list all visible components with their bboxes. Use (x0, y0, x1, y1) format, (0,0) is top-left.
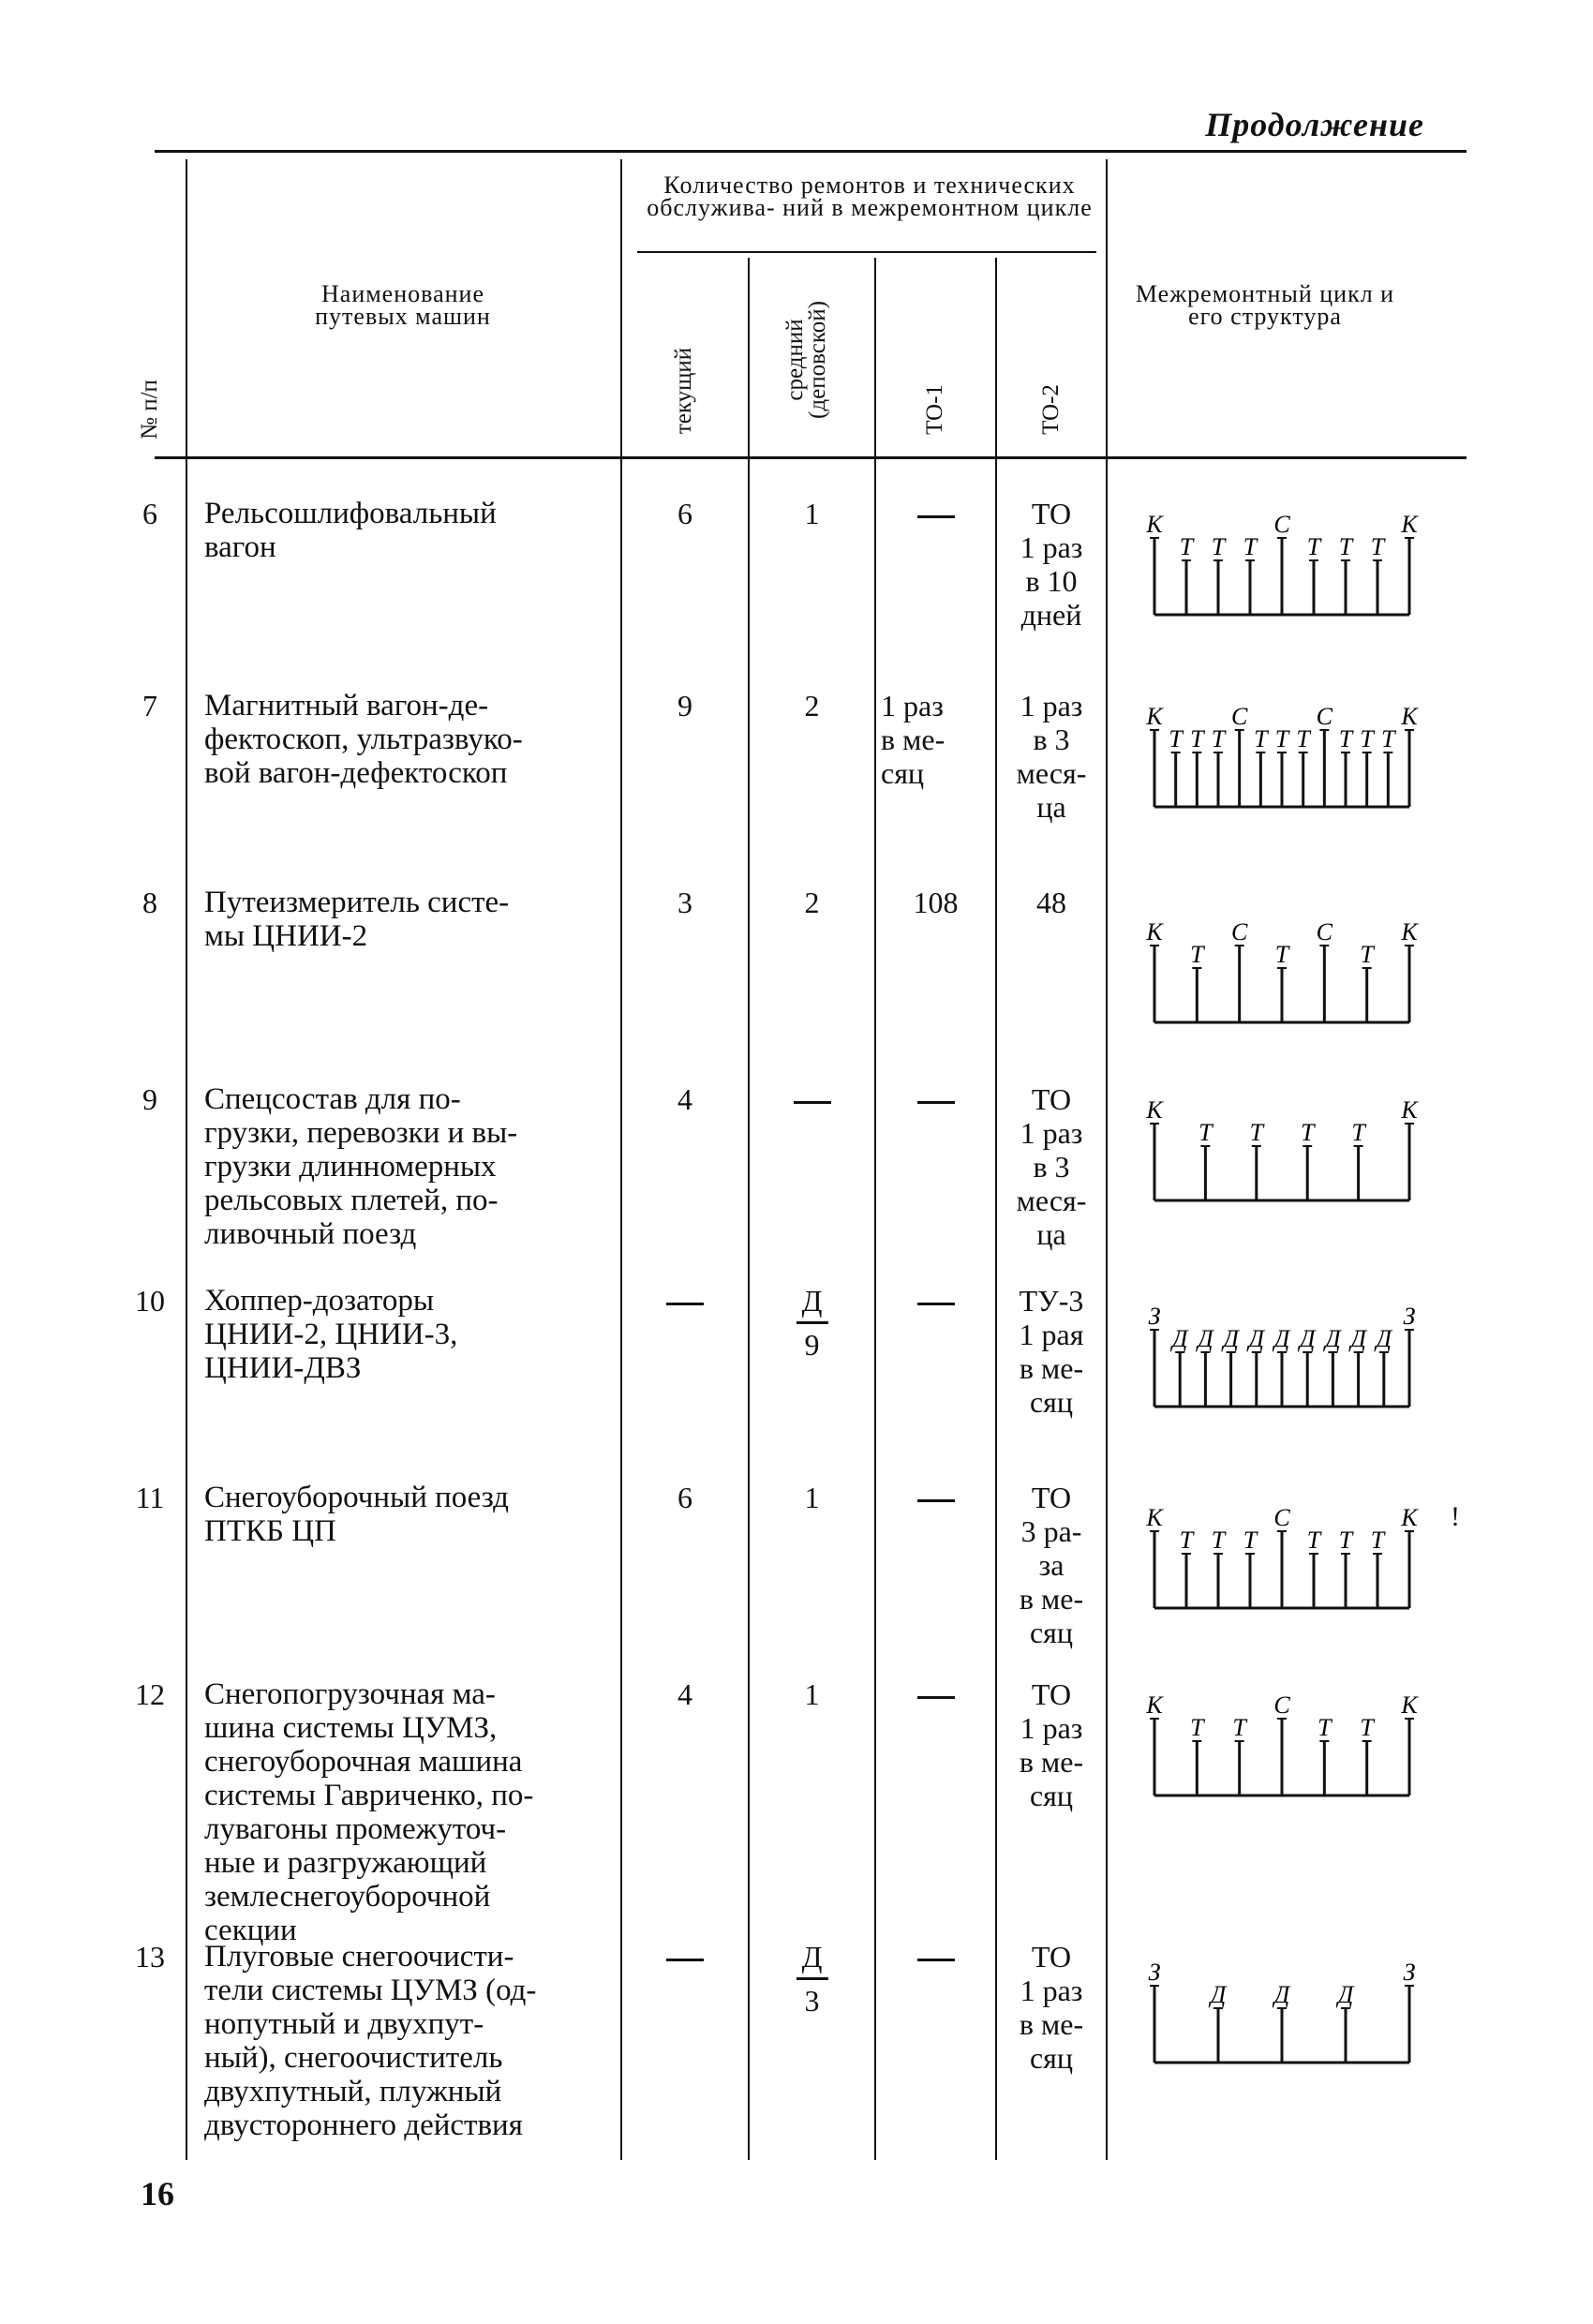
to2-line: 1 рая (1019, 1318, 1084, 1351)
to2-line: ТУ-3 (1019, 1284, 1084, 1318)
to1-count (876, 1940, 995, 1974)
machine-name-line: ПТКБ ЦП (204, 1514, 336, 1548)
to2-line: ТО (1031, 1082, 1072, 1116)
to2-line: ТО (1031, 497, 1072, 530)
cycle-label: С (1230, 918, 1248, 946)
cycle-label: Т (1211, 725, 1226, 752)
machine-name-line: Снегопогрузочная ма- (204, 1677, 496, 1711)
page-number: 16 (141, 2175, 174, 2212)
header-to1: ТО-1 (922, 384, 947, 435)
cycle-label: К (1401, 1504, 1418, 1531)
to2-line: ца (1036, 1217, 1066, 1251)
cycle-label: Т (1243, 1527, 1258, 1554)
cycle-label: Т (1274, 941, 1289, 968)
to2-line: за (1038, 1548, 1064, 1582)
cycle-label: З (1148, 1303, 1161, 1330)
cycle-label: Т (1190, 1714, 1204, 1741)
fraction-numerator: Д (801, 1284, 823, 1318)
cycle-label: Т (1370, 1527, 1385, 1554)
header-no: № п/п (137, 380, 162, 439)
cycle-label: С (1316, 703, 1333, 730)
to2-line: сяц (1029, 2041, 1074, 2075)
to2-line: ТО (1031, 1940, 1072, 1974)
dash-mark (917, 515, 955, 518)
cycle-label: Т (1318, 1714, 1332, 1741)
machine-name-line: Спецсостав для по- (204, 1082, 461, 1116)
to1-count (876, 1284, 995, 1318)
row-number: 8 (142, 886, 157, 919)
to2-count (997, 1677, 1106, 1812)
middle-repairs (750, 1940, 874, 2018)
cycle-label: С (1316, 918, 1333, 946)
header-to2: ТО-2 (1038, 384, 1064, 435)
dash-mark (917, 1101, 955, 1104)
to2-line: 1 раз (1020, 1974, 1083, 2007)
machine-name-line: мы ЦНИИ-2 (204, 919, 368, 953)
machine-name-line: снегоуборочная машина (204, 1745, 523, 1779)
to2-count (997, 1481, 1106, 1649)
to2-count (997, 1082, 1106, 1251)
fraction-denominator: 9 (804, 1328, 820, 1362)
cycle-diagram (1141, 1092, 1451, 1214)
fraction-bar (796, 1321, 828, 1324)
to1-count (881, 689, 1000, 790)
middle-repairs-fraction (796, 1940, 828, 2018)
cycle-label: Д (1337, 1981, 1354, 2008)
cycle-label: К (1146, 703, 1163, 730)
cycle-label: Т (1360, 941, 1374, 968)
machine-name (204, 1940, 607, 2142)
cycle-label: К (1401, 703, 1418, 730)
machine-name (204, 1284, 607, 1385)
machine-name-line: Плуговые снегоочисти- (204, 1940, 514, 1974)
cycle-label: Т (1338, 1527, 1353, 1554)
to2-line: в ме- (1019, 1351, 1084, 1385)
continuation-label: Продолжение (1205, 106, 1424, 143)
to2-line: 1 раз (1020, 689, 1083, 723)
cycle-label: Т (1179, 533, 1194, 560)
to2-line: ца (1036, 790, 1066, 824)
to2-line: сяц (1029, 1616, 1074, 1649)
cycle-diagram (1141, 1954, 1451, 2076)
cycle-label: К (1146, 1096, 1163, 1124)
machine-name-line: шина системы ЦУМЗ, (204, 1711, 498, 1745)
fraction-denominator: 3 (804, 1984, 820, 2018)
row-number: 12 (135, 1677, 165, 1711)
cycle-label: Т (1211, 1527, 1226, 1554)
middle-repairs (750, 1284, 874, 1362)
to2-line: меся- (1016, 756, 1087, 790)
margin-mark: ! (1451, 1501, 1460, 1532)
to2-line: в 10 (1025, 564, 1078, 598)
cycle-label: З (1403, 1959, 1416, 1986)
cycle-label: Т (1249, 1119, 1264, 1146)
to2-line: сяц (1029, 1385, 1074, 1419)
cycle-label: Д (1273, 1981, 1290, 2008)
machine-name-line: двустороннего действия (204, 2108, 523, 2142)
to2-line: 3 ра- (1020, 1514, 1082, 1548)
cycle-label: Д (1325, 1325, 1341, 1352)
cycle-label: Т (1338, 533, 1353, 560)
machine-name (204, 689, 607, 790)
cycle-label: С (1273, 511, 1290, 538)
current-repairs: 6 (677, 497, 692, 530)
cycle-label: З (1148, 1959, 1161, 1986)
row-number: 13 (135, 1940, 165, 1974)
cycle-diagram (1141, 698, 1451, 820)
cycle-label: Т (1300, 1119, 1315, 1146)
table-header-bottom-rule (155, 456, 1466, 459)
cycle-label: К (1146, 1504, 1163, 1531)
cycle-label: Т (1360, 1714, 1374, 1741)
dash-mark (917, 1696, 955, 1699)
row-number: 9 (142, 1082, 157, 1116)
machine-name-line: ный), снегоочиститель (204, 2041, 503, 2075)
cycle-label: Т (1211, 533, 1226, 560)
to2-line: в ме- (1019, 1582, 1084, 1616)
to1-line: 1 раз (881, 689, 944, 723)
cycle-label: Т (1296, 725, 1310, 752)
current-repairs: 3 (677, 886, 692, 919)
cycle-label: Д (1350, 1325, 1366, 1352)
middle-repairs: 1 (804, 1677, 820, 1711)
cycle-label: Т (1338, 725, 1353, 752)
machine-name-line: двухпутный, плужный (204, 2075, 502, 2108)
group-header-rule (637, 251, 1096, 253)
machine-name (204, 1481, 607, 1548)
current-repairs (622, 1284, 748, 1318)
machine-name-line: землеснегоуборочной (204, 1880, 491, 1914)
cycle-label: Т (1254, 725, 1268, 752)
middle-repairs: 2 (804, 886, 820, 919)
machine-name (204, 1082, 607, 1251)
cycle-label: Т (1306, 533, 1321, 560)
row-number: 7 (142, 689, 157, 723)
to1-line: в ме- (881, 723, 945, 756)
to1-count (876, 497, 995, 530)
to2-line: дней (1020, 598, 1082, 632)
cycle-label: Т (1370, 533, 1385, 560)
cycle-diagram (1141, 1499, 1451, 1621)
header-cycle: Межремонтный цикл и его структура (1135, 280, 1395, 330)
current-repairs: 4 (677, 1082, 692, 1116)
cycle-label: Д (1223, 1325, 1239, 1352)
col-line-cycle (1106, 159, 1108, 2160)
cycle-label: К (1401, 918, 1418, 946)
to2-count (997, 1284, 1106, 1419)
cycle-label: З (1403, 1303, 1416, 1330)
to2-count (997, 689, 1106, 824)
cycle-label: Т (1306, 1527, 1321, 1554)
dash-mark (794, 1101, 831, 1104)
machine-name-line: ЦНИИ-2, ЦНИИ-3, (204, 1318, 458, 1351)
cycle-label: Д (1198, 1325, 1213, 1352)
middle-repairs: 2 (804, 689, 820, 723)
col-line-to1 (874, 258, 876, 2160)
machine-name-line: лувагоны промежуточ- (204, 1812, 507, 1846)
machine-name-line: ливочный поезд (204, 1217, 417, 1251)
header-name: Наименование путевых машин (315, 280, 491, 330)
machine-name-line: грузки длинномерных (204, 1150, 497, 1184)
current-repairs: 6 (677, 1481, 692, 1514)
machine-name-line: Рельсошлифовальный (204, 497, 497, 530)
row-number: 11 (135, 1481, 165, 1514)
cycle-label: Т (1360, 725, 1374, 752)
cycle-diagram (1141, 1687, 1451, 1809)
row-number: 6 (142, 497, 157, 530)
current-repairs: 4 (677, 1677, 692, 1711)
cycle-diagram (1141, 1298, 1451, 1420)
cycle-label: Т (1190, 725, 1204, 752)
machine-name-line: Снегоуборочный поезд (204, 1481, 509, 1514)
machine-name-line: ЦНИИ-ДВЗ (204, 1351, 362, 1385)
current-repairs (622, 1940, 748, 1974)
dash-mark (917, 1959, 955, 1961)
middle-repairs-fraction (796, 1284, 828, 1362)
cycle-label: Т (1179, 1527, 1194, 1554)
to2-count (997, 1940, 1106, 2075)
header-count-group: Количество ремонтов и технических обслужива- ний в межремонтном цикле (647, 171, 1093, 221)
cycle-label: Т (1243, 533, 1258, 560)
col-line-name (186, 159, 187, 2160)
middle-repairs: 1 (804, 497, 820, 530)
to2-line: меся- (1016, 1184, 1087, 1217)
header-current: текущий (671, 347, 696, 435)
cycle-label: Т (1198, 1119, 1213, 1146)
col-line-current (620, 159, 622, 2160)
cycle-label: Д (1273, 1325, 1290, 1352)
cycle-label: К (1146, 511, 1163, 538)
to2-line: 48 (1036, 886, 1066, 919)
to2-line: ТО (1031, 1481, 1072, 1514)
middle-repairs (750, 1082, 874, 1116)
dash-mark (666, 1303, 704, 1305)
machine-name-line: вагон (204, 530, 276, 564)
cycle-label: Д (1171, 1325, 1188, 1352)
middle-repairs: 1 (804, 1481, 820, 1514)
machine-name (204, 1677, 607, 1947)
cycle-label: С (1273, 1504, 1290, 1531)
cycle-label: К (1146, 1691, 1163, 1719)
to2-count (997, 497, 1106, 632)
dash-mark (666, 1959, 704, 1961)
col-line-middle (748, 258, 750, 2160)
machine-name-line: тели системы ЦУМЗ (од- (204, 1974, 537, 2007)
cycle-label: Т (1351, 1119, 1365, 1146)
to2-line: сяц (1029, 1779, 1074, 1812)
to2-count (997, 886, 1106, 919)
dash-mark (917, 1303, 955, 1305)
cycle-diagram (1141, 914, 1451, 1035)
machine-name-line: системы Гавриченко, по- (204, 1779, 534, 1812)
row-number: 10 (135, 1284, 165, 1318)
machine-name-line: фектоскоп, ультразвуко- (204, 723, 523, 756)
machine-name-line: вой вагон-дефектоскоп (204, 756, 508, 790)
machine-name-line: Хоппер-дозаторы (204, 1284, 434, 1318)
cycle-label: Т (1190, 941, 1204, 968)
cycle-label: К (1401, 1096, 1418, 1124)
cycle-label: Д (1376, 1325, 1392, 1352)
cycle-label: С (1230, 703, 1248, 730)
cycle-label: Т (1169, 725, 1183, 752)
cycle-label: Т (1274, 725, 1289, 752)
table-top-rule (155, 150, 1466, 153)
to1-count: 108 (913, 886, 959, 919)
machine-name-line: нопутный и двухпут- (204, 2007, 484, 2041)
machine-name (204, 886, 607, 953)
cycle-label: Т (1232, 1714, 1246, 1741)
to2-line: в 3 (1033, 1150, 1070, 1184)
fraction-bar (796, 1977, 828, 1980)
to1-count (876, 1481, 995, 1514)
cycle-label: Д (1210, 1981, 1227, 2008)
machine-name-line: ные и разгружающий (204, 1846, 487, 1880)
to1-count (876, 1677, 995, 1711)
cycle-diagram (1141, 506, 1451, 628)
to2-line: 1 раз (1020, 1116, 1083, 1150)
to2-line: в 3 (1033, 723, 1070, 756)
header-middle: средний (деповской) (782, 301, 830, 419)
to1-count (876, 1082, 995, 1116)
machine-name-line: рельсовых плетей, по- (204, 1184, 499, 1217)
to2-line: в ме- (1019, 2007, 1084, 2041)
cycle-label: Т (1381, 725, 1395, 752)
to2-line: в ме- (1019, 1745, 1084, 1779)
to2-line: 1 раз (1020, 530, 1083, 564)
machine-name (204, 497, 607, 564)
cycle-label: Д (1299, 1325, 1316, 1352)
cycle-label: С (1273, 1691, 1290, 1719)
cycle-label: Д (1248, 1325, 1265, 1352)
cycle-label: К (1401, 1691, 1418, 1719)
machine-name-line: Путеизмеритель систе- (204, 886, 510, 919)
cycle-label: К (1146, 918, 1163, 946)
machine-name-line: Магнитный вагон-де- (204, 689, 489, 723)
machine-name-line: грузки, перевозки и вы- (204, 1116, 518, 1150)
to2-line: ТО (1031, 1677, 1072, 1711)
to1-line: сяц (881, 756, 925, 790)
current-repairs: 9 (677, 689, 692, 723)
cycle-label: К (1401, 511, 1418, 538)
to2-line: 1 раз (1020, 1711, 1083, 1745)
dash-mark (917, 1499, 955, 1502)
machine-name-line: секции (204, 1914, 297, 1947)
fraction-numerator: Д (801, 1940, 823, 1974)
